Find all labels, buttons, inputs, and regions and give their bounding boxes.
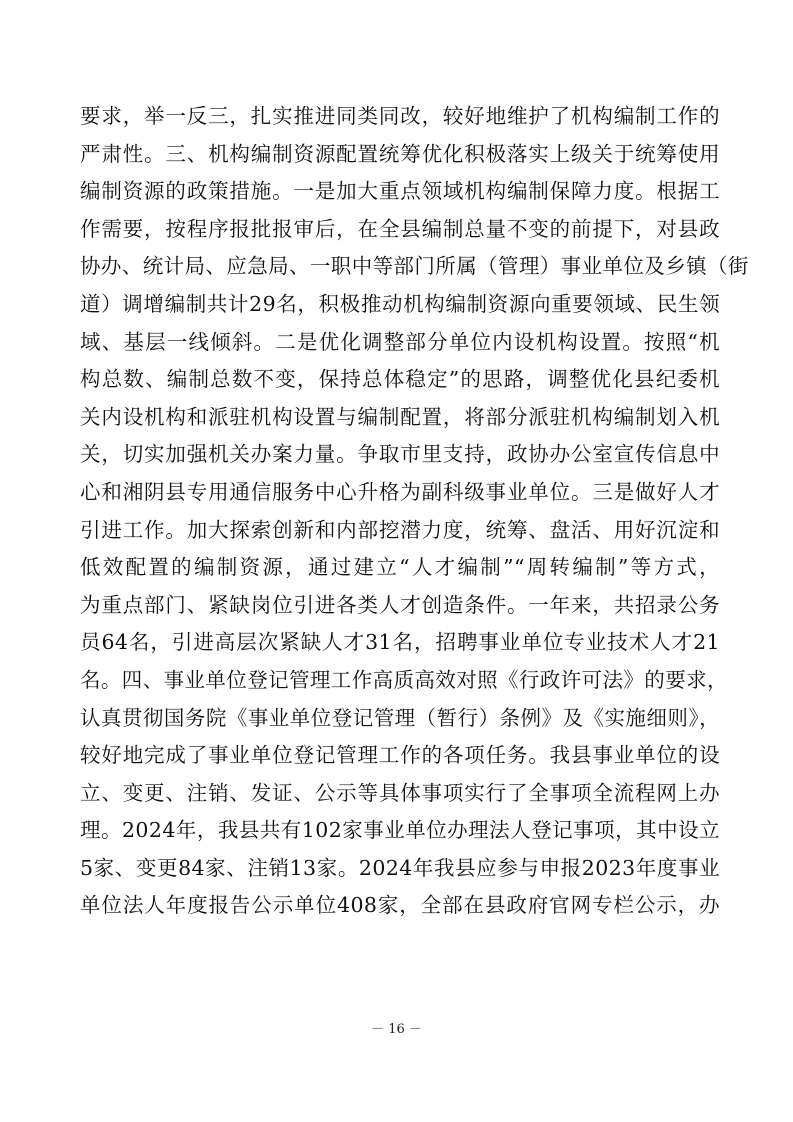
text-line: 较好地完成了事业单位登记管理工作的各项任务。我县事业单位的设 [80,743,720,768]
text-line: 域、基层一线倾斜。二是优化调整部分单位内设机构设置。按照“机 [80,329,720,354]
text-line: 名。四、事业单位登记管理工作高质高效对照《行政许可法》的要求， [80,667,728,692]
text-line: 编制资源的政策措施。一是加大重点领域机构编制保障力度。根据工 [80,179,720,204]
text-line: 员64名，引进高层次紧缺人才31名，招聘事业单位专业技术人才21 [80,630,720,655]
body-text [80,98,749,925]
text-line: 要求，举一反三，扎实推进同类同改，较好地维护了机构编制工作的 [80,104,720,128]
text-line: 认真贯彻国务院《事业单位登记管理（暂行）条例》及《实施细则》， [80,705,720,730]
text-line: 为重点部门、紧缺岗位引进各类人才创造条件。一年来，共招录公务 [80,592,720,617]
text-line: 低效配置的编制资源，通过建立“人才编制”“周转编制”等方式， [80,555,720,580]
text-line: 作需要，按程序报批报审后，在全县编制总量不变的前提下，对县政 [80,216,720,241]
text-line: 立、变更、注销、发证、公示等具体事项实行了全事项全流程网上办 [80,780,720,805]
text-line: 关，切实加强机关办案力量。争取市里支持，政协办公室宣传信息中 [80,442,720,467]
page-number: － 16 － [371,1022,422,1037]
text-line: 关内设机构和派驻机构设置与编制配置，将部分派驻机构编制划入机 [80,404,720,429]
text-line: 引进工作。加大探索创新和内部挖潜力度，统筹、盘活、用好沉淀和 [80,517,720,542]
text-line: 心和湘阴县专用通信服务中心升格为副科级事业单位。三是做好人才 [80,479,720,504]
text-line: 严肃性。三、机构编制资源配置统筹优化积极落实上级关于统筹使用 [80,141,720,166]
text-line: 5家、变更84家、注销13家。2024年我县应参与申报2023年度事业 [80,855,720,880]
text-line: 协办、统计局、应急局、一职中等部门所属（管理）事业单位及乡镇（街 [80,254,749,279]
text-line: 单位法人年度报告公示单位408家，全部在县政府官网专栏公示，办 [80,893,720,918]
text-line: 理。2024年，我县共有102家事业单位办理法人登记事项，其中设立 [80,818,720,843]
text-line: 构总数、编制总数不变，保持总体稳定”的思路，调整优化县纪委机 [80,367,720,392]
text-line: 道）调增编制共计29名，积极推动机构编制资源向重要领域、民生领 [80,291,720,316]
